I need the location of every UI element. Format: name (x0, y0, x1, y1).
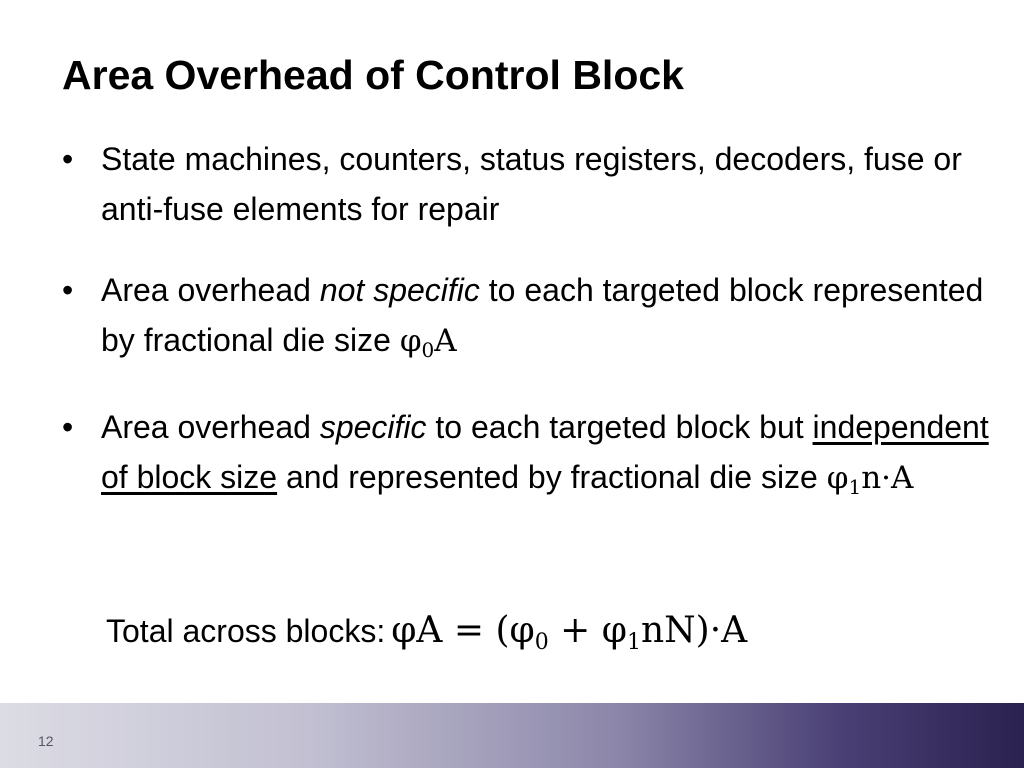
math-tail: A (434, 323, 457, 359)
underlined-text: independent of block size (101, 409, 989, 495)
math-expression (399, 323, 457, 362)
bullet-text-post: to each targeted block represented by fractional die size (101, 272, 984, 358)
bullet-item-3 (62, 402, 992, 503)
equation-lhs: φA = (φ (391, 610, 535, 651)
footer-gradient-bar (0, 703, 1024, 768)
math-tail: n·A (861, 460, 914, 496)
math-subscript: 1 (848, 475, 862, 499)
math-symbol: φ (826, 460, 849, 496)
equation-subscript-1: 1 (627, 630, 641, 655)
slide-title: Area Overhead of Control Block (62, 52, 684, 98)
bullet-item-2 (62, 265, 992, 366)
math-expression (826, 460, 914, 499)
page-number: 12 (38, 733, 54, 749)
bullet-text-mid: to each targeted block but (426, 409, 813, 445)
equation-mid: + φ (548, 610, 627, 651)
bullet-text-pre: Area overhead (101, 272, 320, 308)
bullet-text (101, 402, 992, 503)
bullet-text (101, 265, 992, 366)
math-subscript: 0 (421, 338, 435, 362)
total-equation (391, 610, 748, 655)
emphasis-text: specific (319, 409, 427, 445)
bullet-text-post: and represented by fractional die size (277, 459, 827, 495)
bullet-marker: • (62, 409, 74, 445)
total-formula-line (106, 603, 747, 659)
equation-tail: nN)·A (641, 610, 748, 651)
bullet-text-pre: Area overhead (101, 409, 320, 445)
equation-subscript-0: 0 (534, 630, 549, 655)
bullet-item-1 (62, 134, 992, 234)
bullet-text: State machines, counters, status registers, decoders, fuse or anti-fuse elements for repair (101, 141, 962, 227)
bullet-marker: • (62, 141, 74, 177)
total-label: Total across blocks: (106, 613, 386, 649)
emphasis-text: not specific (319, 272, 480, 308)
math-symbol: φ (399, 323, 422, 359)
bullet-marker: • (62, 272, 74, 308)
